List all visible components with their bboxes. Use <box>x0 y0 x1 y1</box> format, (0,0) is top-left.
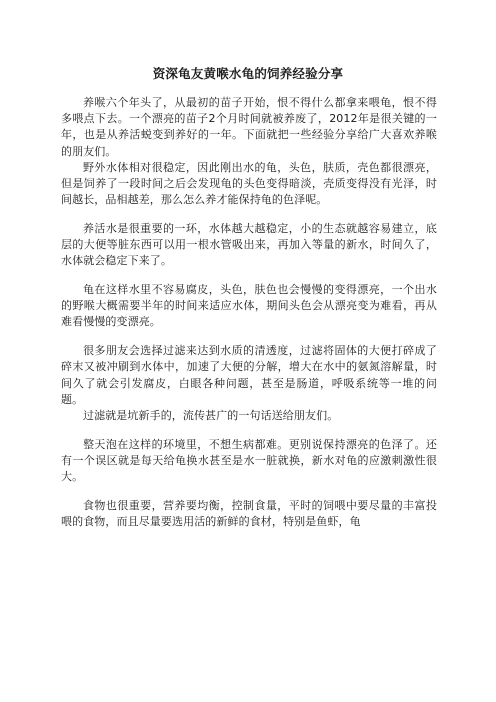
paragraph-7: 整天泡在这样的环境里，不想生病都难。更别说保持漂亮的色泽了。还有一个误区就是每天给龟换水甚至是水一脏就换，新水对龟的应激刺激性很大。 <box>61 437 437 484</box>
paragraph-1: 养喉六个年头了，从最初的苗子开始，恨不得什么都拿来喂龟，恨不得多喂点下去。一个漂亮的苗子2个月时间就被养废了，2012年是很关键的一年，也是从养活蜕变到养好的一年。下面就把一些经验分享给广大喜欢养喉的朋友们。 <box>61 96 437 158</box>
paragraph-3: 养活水是很重要的一环，水体越大越稳定，小的生态就越容易建立，底层的大便等脏东西可以用一根水管吸出来，再加入等量的新水，时间久了，水体就会稳定下来了。 <box>61 221 437 268</box>
paragraph-2: 野外水体相对很稳定，因此刚出水的龟，头色，肤质，壳色都很漂亮，但是饲养了一段时间之后会发现龟的头色变得暗淡，壳质变得没有光泽，时间越长，品相越差，那么怎么养才能保持龟的色泽呢。 <box>61 160 437 207</box>
paragraph-5: 很多朋友会选择过滤来达到水质的清透度，过滤将固体的大便打碎成了碎末又被冲刷到水体中，加速了大便的分解，增大在水中的氨氮溶解量，时间久了就会引发腐皮，白眼各种问题，甚至是肠道，呼吸系统等一堆的问题。 <box>61 344 437 406</box>
document-body <box>61 95 437 530</box>
document-title: 资深龟友黄喉水龟的饲养经验分享 <box>152 66 344 81</box>
paragraph-8: 食物也很重要，营养要均衡，控制食量，平时的饲喂中要尽量的丰富投喂的食物，而且尽量要选用活的新鲜的食材，特别是鱼虾，龟 <box>61 498 437 528</box>
paragraph-4: 龟在这样水里不容易腐皮，头色，肤色也会慢慢的变得漂亮，一个出水的野喉大概需要半年的时间来适应水体，期间头色会从漂亮变为难看，再从难看慢慢的变漂亮。 <box>61 283 437 329</box>
paragraph-6: 过滤就是坑新手的，流传甚广的一句话送给朋友们。 <box>83 408 339 422</box>
